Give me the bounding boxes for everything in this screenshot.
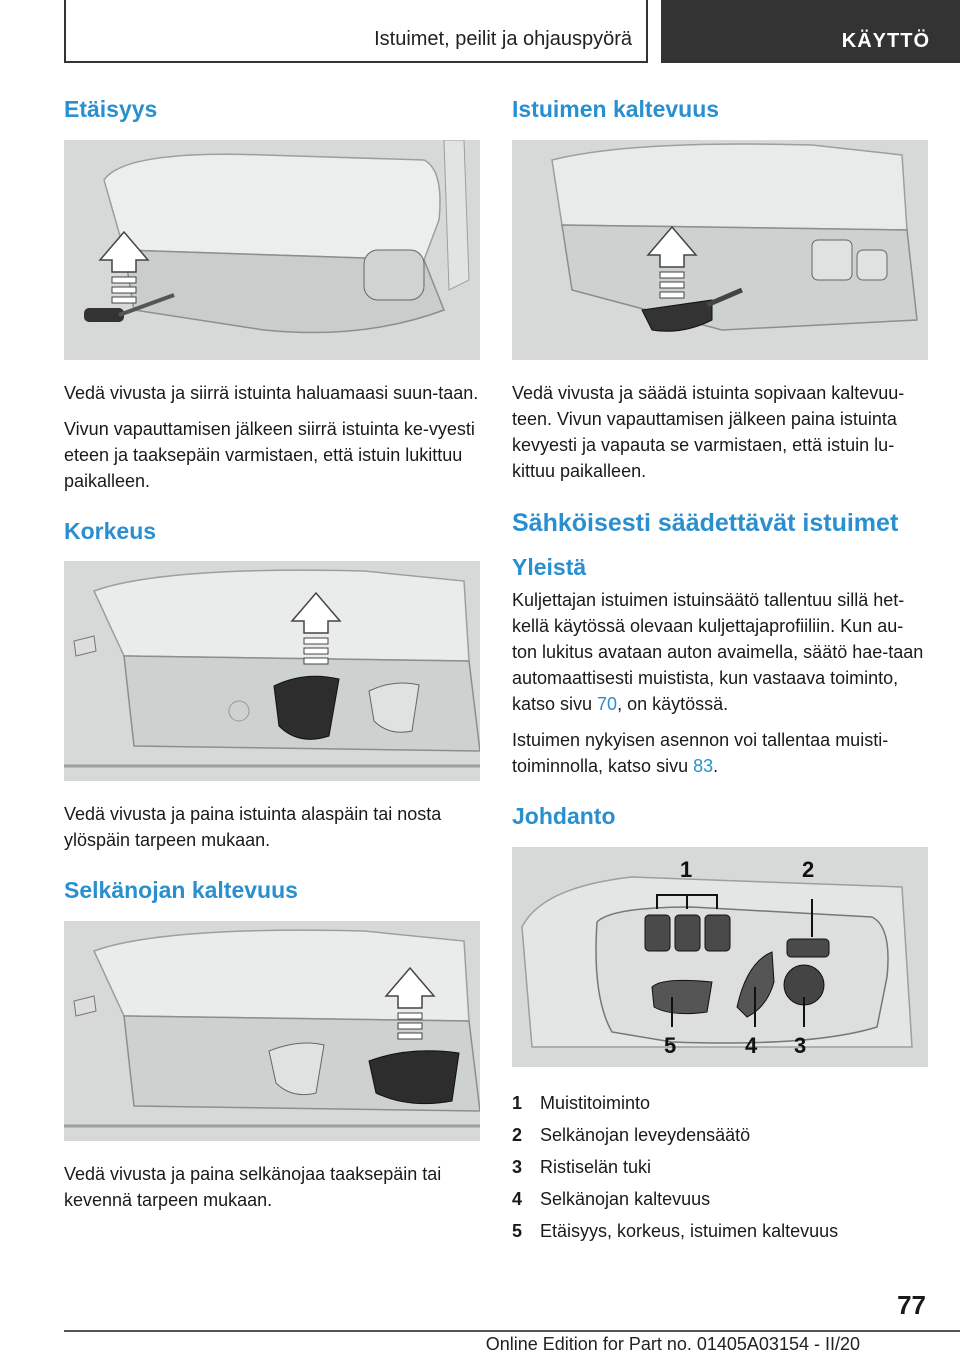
callout-4: 4 [745,1032,758,1058]
callout-2: 2 [802,856,815,882]
page-link-70[interactable]: 70 [597,694,618,715]
callout-3: 3 [794,1032,807,1058]
general-text: Kuljettajan istuimen istuinsäätö tallentuu sillä het-kellä käytössä olevaan kuljettajaprofiiliin. Kun au-ton lukitus avataan auton avaimella, säätö hae-taan automaattisesti muistista, kun vastaava toiminto, katso sivu 70, on käytössä. [512,590,924,715]
legend-item: 1 Muistitoiminto [512,1092,651,1113]
heading-intro: Johdanto [512,803,616,830]
distance-text-2: Vivun vapauttamisen jälkeen siirrä istuinta ke-vyesti eteen ja taaksepäin varmistaen, että istuin lukittuu paikalleen. [64,418,475,491]
callout-1: 1 [680,856,693,882]
chapter-title: KÄYTTÖ [841,30,930,52]
page-number: 77 [897,1290,926,1320]
seat-tilt-illustration [512,140,928,360]
distance-text: Vedä vivusta ja siirrä istuinta haluamaasi suun-taan. [64,382,479,403]
seat-backrest-illustration [64,921,480,1141]
section-title: Istuimet, peilit ja ohjauspyörä [374,28,632,50]
seat-controls-illustration [512,847,928,1067]
legend-item: 2 Selkänojan leveydensäätö [512,1124,751,1145]
seat-distance-illustration [64,140,480,360]
tilt-text: Vedä vivusta ja säädä istuinta sopivaan kaltevuu-teen. Vivun vapauttamisen jälkeen paina istuinta kevyesti ja vapauta se varmistaen, että istuin lu-kittuu paikalleen. [512,382,905,481]
left-column [64,96,480,1223]
running-header-chapter [661,0,960,63]
running-header-section [64,0,648,63]
heading-general: Yleistä [512,553,587,580]
edition-note: Online Edition for Part no. 01405A03154 - II/20 [485,1334,860,1354]
heading-distance: Etäisyys [64,96,158,122]
right-column [512,96,928,1247]
heading-backrest: Selkänojan kaltevuus [64,877,298,904]
heading-tilt: Istuimen kaltevuus [512,96,720,122]
legend-item: 4 Selkänojan kaltevuus [512,1188,711,1209]
seat-height-illustration [64,561,480,781]
legend-item: 3 Ristiselän tuki [512,1156,652,1177]
backrest-text: Vedä vivusta ja paina selkänojaa taaksepäin tai kevennä tarpeen mukaan. [64,1163,442,1210]
general-text-2: Istuimen nykyisen asennon voi tallentaa muisti-toiminnolla, katso sivu 83. [512,730,889,777]
heading-height: Korkeus [64,517,157,544]
legend-item: 5 Etäisyys, korkeus, istuimen kaltevuus [512,1220,839,1241]
height-text: Vedä vivusta ja paina istuinta alaspäin tai nosta ylöspäin tarpeen mukaan. [64,804,442,851]
footer-divider [64,1330,960,1332]
heading-electric-seats: Sähköisesti säädettävät istuimet [512,508,899,537]
controls-legend [512,1087,928,1247]
callout-5: 5 [664,1032,677,1058]
page-link-83[interactable]: 83 [693,756,714,777]
